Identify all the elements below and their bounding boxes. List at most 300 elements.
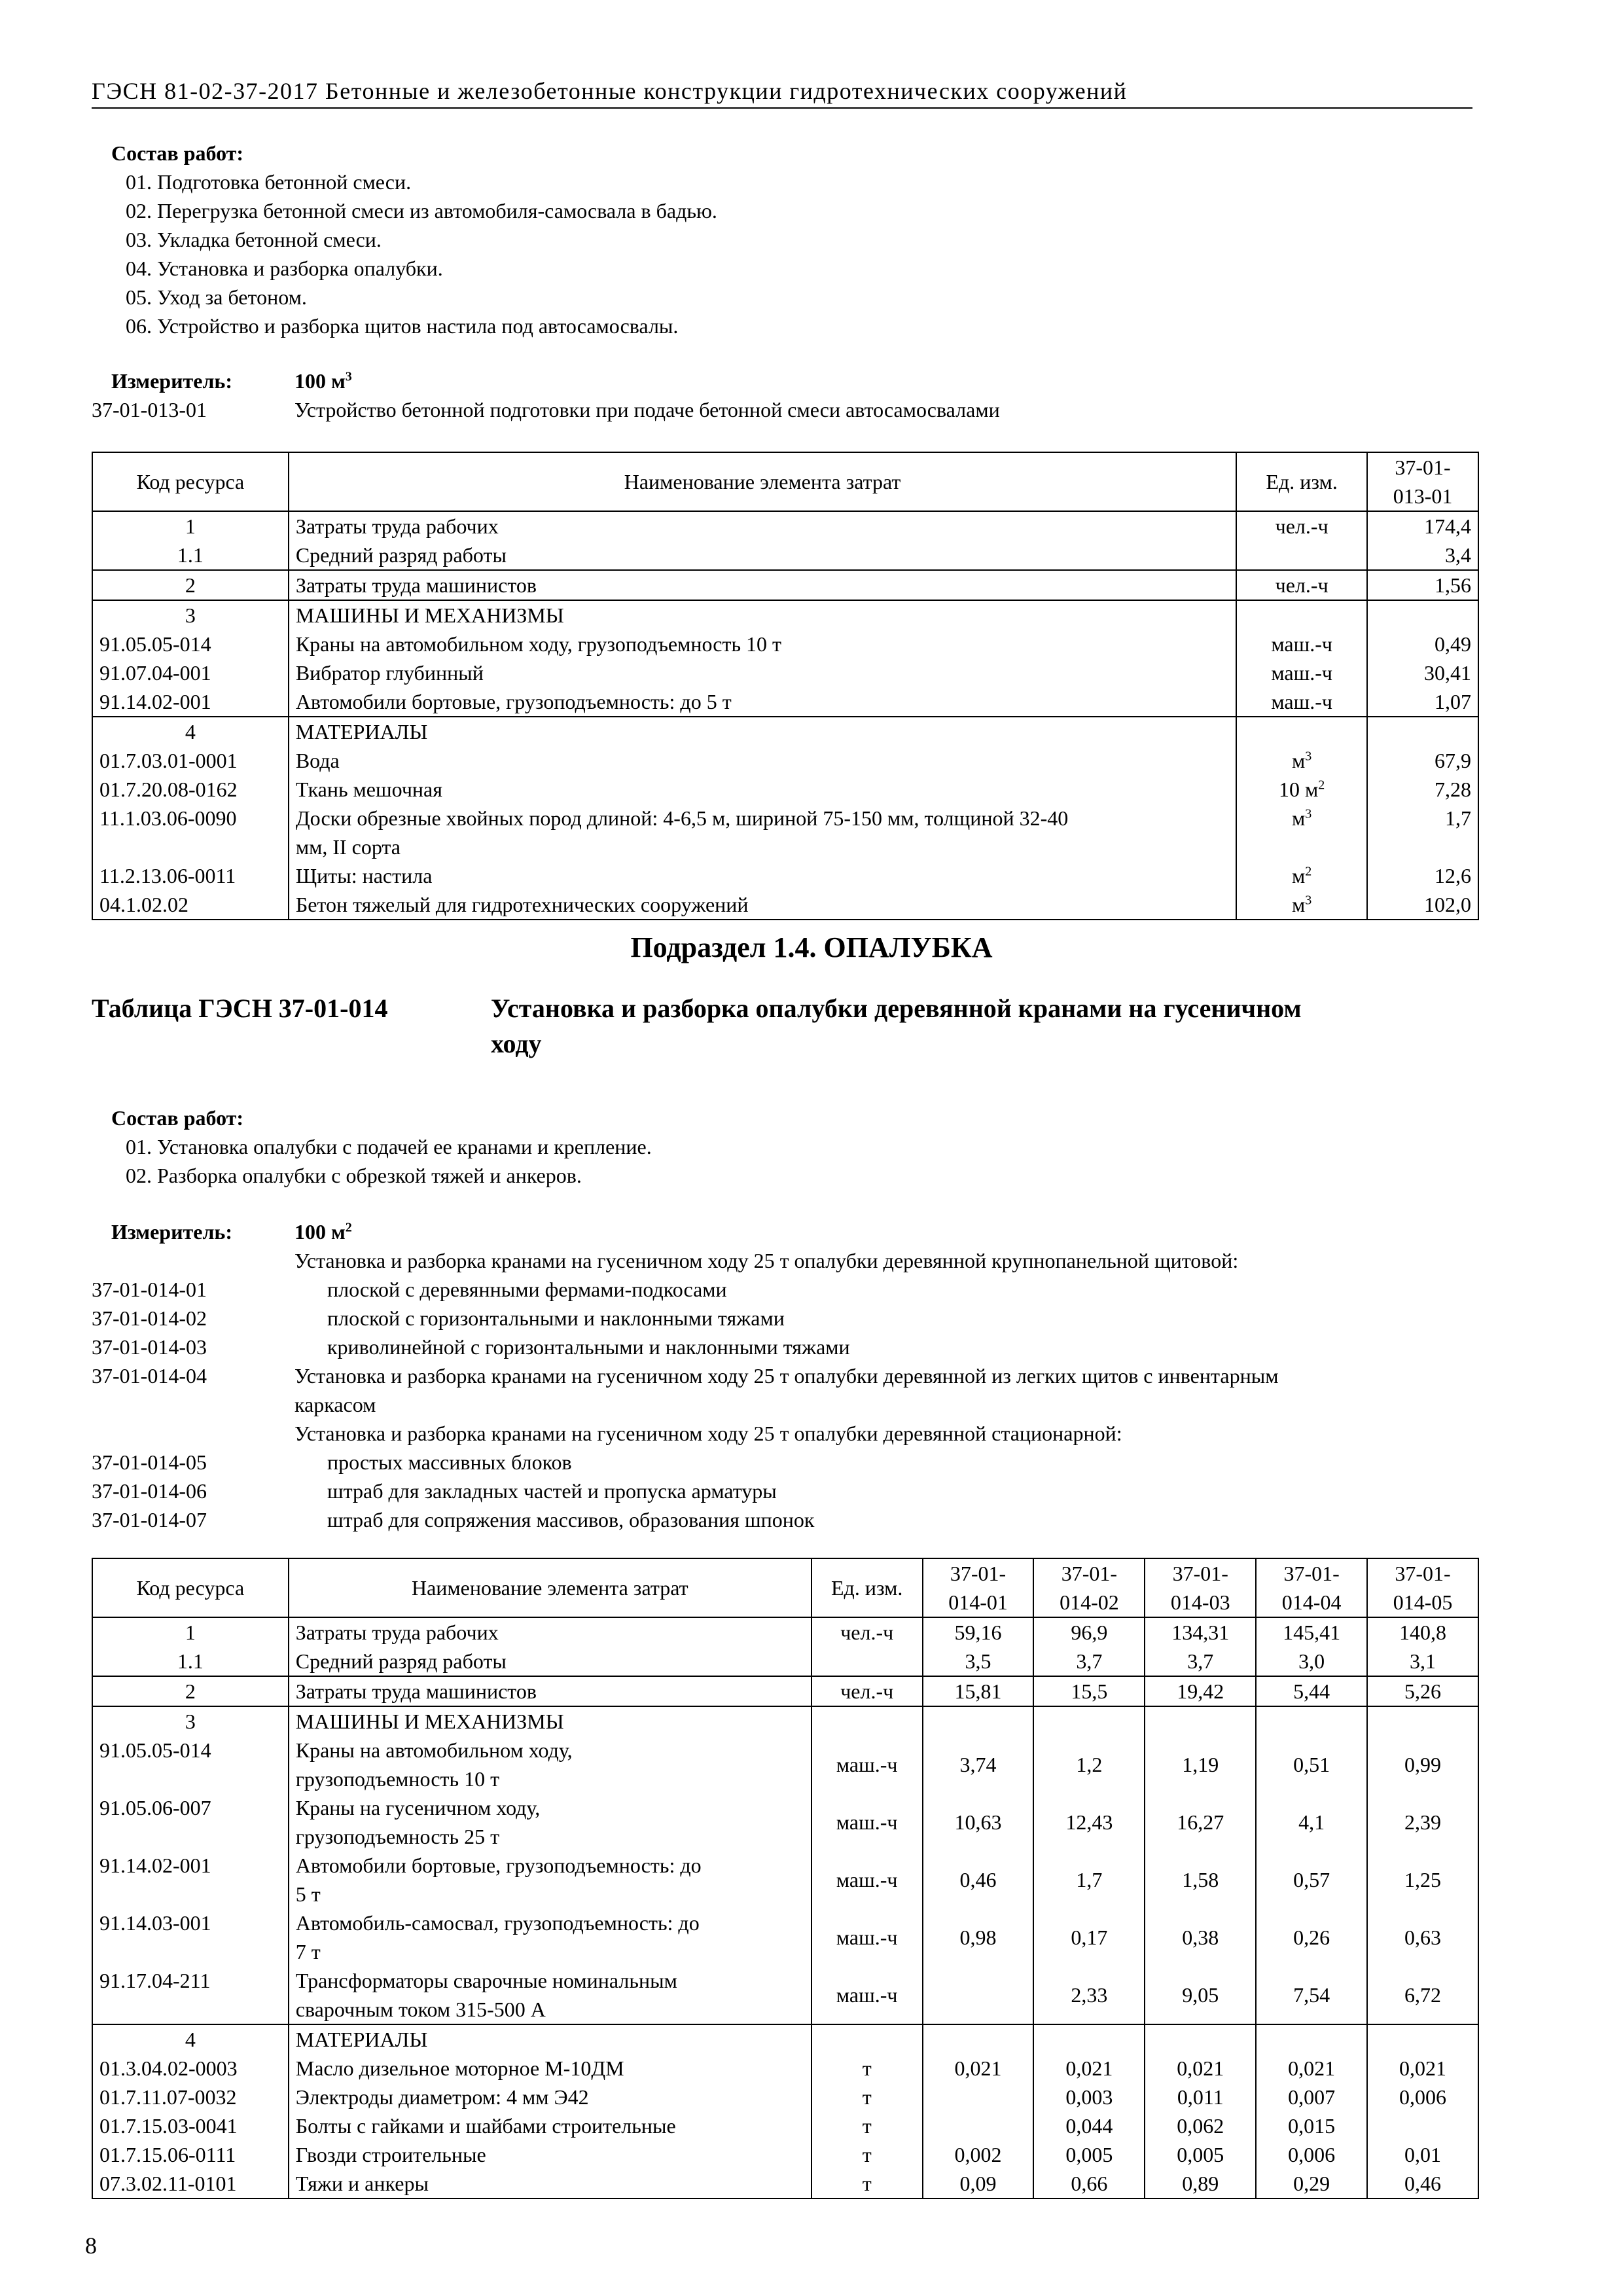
table-row	[92, 861, 1478, 890]
col-header-code: Код ресурса	[92, 452, 289, 511]
resource-unit	[1236, 687, 1367, 717]
norm-value: 59,16	[923, 1617, 1034, 1647]
table-row	[92, 570, 1478, 600]
norm-value: 145,41	[1256, 1617, 1367, 1647]
resource-name-line: Трансформаторы сварочные номинальным	[295, 1969, 677, 1992]
resource-name: Автомобили бортовые, грузоподъемность: до 5 т	[289, 687, 1236, 717]
norm-value	[1256, 1706, 1367, 1736]
resource-name	[289, 1736, 812, 1793]
norm-value: 0,29	[1256, 2169, 1367, 2198]
norm-code: 37-01-014-06	[92, 1479, 207, 1503]
resource-unit: чел.-ч	[812, 1617, 923, 1647]
norm-value: 1,58	[1145, 1851, 1256, 1909]
resource-table-2	[92, 1558, 1479, 2199]
col-header-norm: 37-01- 014-02	[1033, 1558, 1145, 1617]
norm-value: 4,1	[1256, 1793, 1367, 1851]
table-row	[92, 1909, 1478, 1966]
resource-code: 01.7.11.07-0032	[92, 2083, 289, 2111]
table-row	[92, 2169, 1478, 2198]
norm-value: 0,021	[923, 2054, 1034, 2083]
resource-name-line: МАТЕРИАЛЫ	[295, 2028, 428, 2051]
norm-value: 0,26	[1256, 1909, 1367, 1966]
norm-value: 1,7	[1367, 804, 1478, 833]
resource-name-line: Болты с гайками и шайбами строительные	[295, 2114, 676, 2138]
norm-text: плоской с деревянными фермами-подкосами	[327, 1278, 727, 1301]
resource-unit	[1236, 600, 1367, 630]
resource-name-line: 7 т	[295, 1940, 321, 1964]
norm-value: 0,89	[1145, 2169, 1256, 2198]
norm-value: 102,0	[1367, 890, 1478, 920]
norm-value	[1367, 600, 1478, 630]
norm-value: 10,63	[923, 1793, 1034, 1851]
resource-name-line: Краны на гусеничном ходу,	[295, 1796, 541, 1820]
norm-value: 3,5	[923, 1647, 1034, 1676]
work-item: 02. Перегрузка бетонной смеси из автомобиля-самосвала в бадью.	[126, 199, 717, 223]
resource-name	[289, 2083, 812, 2111]
resource-unit	[1236, 541, 1367, 570]
norm-value: 15,5	[1033, 1676, 1145, 1706]
resource-name-line: грузоподъемность 10 т	[295, 1767, 500, 1791]
resource-name-line: Затраты труда машинистов	[295, 1679, 537, 1703]
table-row	[92, 1736, 1478, 1793]
norm-row	[92, 1304, 1479, 1333]
norm-value: 1,25	[1367, 1851, 1478, 1909]
norm-value: 3,7	[1145, 1647, 1256, 1676]
col-header-name: Наименование элемента затрат	[289, 1558, 812, 1617]
norm-value: 19,42	[1145, 1676, 1256, 1706]
norm-code	[92, 1390, 294, 1419]
norm-value: 3,1	[1367, 1647, 1478, 1676]
unit-exponent: 3	[1305, 749, 1312, 764]
norm-value: 1,07	[1367, 687, 1478, 717]
resource-name: Затраты труда машинистов	[289, 570, 1236, 600]
norm-text: каркасом	[294, 1393, 376, 1416]
resource-code: 91.05.05-014	[92, 630, 289, 658]
unit-text: м	[1292, 864, 1306, 888]
resource-code: 1.1	[92, 541, 289, 570]
table-row	[92, 833, 1478, 861]
col-header-norm: 37-01- 014-05	[1367, 1558, 1478, 1617]
work-item: 02. Разборка опалубки с обрезкой тяжей и анкеров.	[126, 1164, 582, 1187]
resource-name-line: Гвозди строительные	[295, 2143, 486, 2166]
resource-name-line: МАШИНЫ И МЕХАНИЗМЫ	[295, 1710, 564, 1733]
norm-row	[92, 1505, 1479, 1534]
norm-row	[92, 1390, 1479, 1419]
norm-value: 0,021	[1367, 2054, 1478, 2083]
resource-unit	[1236, 630, 1367, 658]
resource-name: МАТЕРИАЛЫ	[289, 717, 1236, 746]
table-row	[92, 1706, 1478, 1736]
unit-text: маш.-ч	[1271, 690, 1332, 713]
resource-code: 3	[92, 600, 289, 630]
work-item: 04. Установка и разборка опалубки.	[126, 257, 443, 280]
resource-name	[289, 1706, 812, 1736]
norm-text: штраб для закладных частей и пропуска арматуры	[327, 1479, 777, 1503]
table-row	[92, 2111, 1478, 2140]
norm-value: 3,4	[1367, 541, 1478, 570]
col-header-norm: 37-01- 014-04	[1256, 1558, 1367, 1617]
resource-code: 01.7.15.06-0111	[92, 2140, 289, 2169]
norm-value: 0,99	[1367, 1736, 1478, 1793]
section2-meter	[92, 1217, 1479, 1534]
resource-name	[289, 2024, 812, 2054]
page-header: ГЭСН 81-02-37-2017 Бетонные и железобетонные конструкции гидротехнических сооружений	[92, 76, 1472, 109]
works-title: Состав работ:	[111, 141, 244, 165]
norm-code: 37-01-013-01	[92, 398, 207, 422]
resource-unit: маш.-ч	[812, 1736, 923, 1793]
resource-unit	[1236, 833, 1367, 861]
resource-name	[289, 2169, 812, 2198]
resource-code: 91.17.04-211	[92, 1966, 289, 2024]
table-name: Установка и разборка опалубки деревянной кранами на гусеничном ходу	[491, 994, 1302, 1058]
subsection-title: Подраздел 1.4. ОПАЛУБКА	[630, 931, 993, 963]
norm-value: 0,006	[1256, 2140, 1367, 2169]
section1-works	[92, 139, 1479, 340]
norm-value: 1,56	[1367, 570, 1478, 600]
resource-code: 07.3.02.11-0101	[92, 2169, 289, 2198]
resource-name: Ткань мешочная	[289, 775, 1236, 804]
resource-name	[289, 1851, 812, 1909]
resource-unit: т	[812, 2083, 923, 2111]
table-heading	[92, 991, 1479, 1062]
norm-value	[923, 2111, 1034, 2140]
resource-unit: маш.-ч	[812, 1966, 923, 2024]
norm-row	[92, 1419, 1479, 1448]
resource-name-line: Автомобиль-самосвал, грузоподъемность: до	[295, 1911, 700, 1935]
resource-code: 4	[92, 717, 289, 746]
resource-code: 2	[92, 570, 289, 600]
resource-name	[289, 2111, 812, 2140]
norm-value: 174,4	[1367, 511, 1478, 541]
norm-value	[1145, 2024, 1256, 2054]
resource-unit	[1236, 890, 1367, 920]
norm-code: 37-01-014-05	[92, 1450, 207, 1474]
resource-name: Доски обрезные хвойных пород длиной: 4-6,5 м, шириной 75-150 мм, толщиной 32-40	[289, 804, 1236, 833]
resource-name-line: Электроды диаметром: 4 мм Э42	[295, 2085, 589, 2109]
resource-name	[289, 1676, 812, 1706]
norm-value: 9,05	[1145, 1966, 1256, 2024]
col-header-norm: 37-01- 013-01	[1367, 452, 1478, 511]
norm-value	[923, 1706, 1034, 1736]
resource-name	[289, 2140, 812, 2169]
table-row	[92, 687, 1478, 717]
resource-unit	[1236, 570, 1367, 600]
norm-value: 0,044	[1033, 2111, 1145, 2140]
resource-name	[289, 1909, 812, 1966]
unit-exponent: 3	[1305, 893, 1312, 908]
norm-code: 37-01-014-03	[92, 1335, 207, 1359]
resource-code: 91.14.02-001	[92, 687, 289, 717]
table-row	[92, 717, 1478, 746]
resource-unit	[812, 1647, 923, 1676]
section2-works	[92, 1103, 1479, 1190]
norm-value: 67,9	[1367, 746, 1478, 775]
resource-name	[289, 1617, 812, 1647]
resource-code: 01.7.03.01-0001	[92, 746, 289, 775]
resource-name	[289, 2054, 812, 2083]
norm-text: штраб для сопряжения массивов, образования шпонок	[327, 1508, 815, 1532]
resource-unit	[812, 1706, 923, 1736]
resource-code: 91.05.06-007	[92, 1793, 289, 1851]
table-row	[92, 804, 1478, 833]
norm-value: 0,021	[1033, 2054, 1145, 2083]
norm-value: 0,66	[1033, 2169, 1145, 2198]
norm-value: 0,021	[1256, 2054, 1367, 2083]
norm-row	[92, 1448, 1479, 1477]
norm-value: 0,005	[1145, 2140, 1256, 2169]
resource-code: 91.14.02-001	[92, 1851, 289, 1909]
table-row	[92, 600, 1478, 630]
norm-code	[92, 1419, 294, 1448]
resource-code: 91.14.03-001	[92, 1909, 289, 1966]
norm-value: 0,46	[1367, 2169, 1478, 2198]
table-row	[92, 541, 1478, 570]
norm-value: 0,002	[923, 2140, 1034, 2169]
resource-code: 01.7.15.03-0041	[92, 2111, 289, 2140]
norm-row	[92, 1361, 1479, 1390]
resource-unit: маш.-ч	[812, 1851, 923, 1909]
resource-unit: т	[812, 2111, 923, 2140]
work-item: 01. Подготовка бетонной смеси.	[126, 170, 412, 194]
table-row	[92, 2140, 1478, 2169]
resource-code: 04.1.02.02	[92, 890, 289, 920]
resource-unit	[1236, 717, 1367, 746]
resource-name: Щиты: настила	[289, 861, 1236, 890]
resource-name-line: Тяжи и анкеры	[295, 2172, 429, 2195]
norm-value: 1,7	[1033, 1851, 1145, 1909]
table-row	[92, 2054, 1478, 2083]
resource-name: Средний разряд работы	[289, 541, 1236, 570]
norm-code: 37-01-014-07	[92, 1508, 207, 1532]
page-number: 8	[85, 2233, 97, 2259]
norm-value	[1033, 2024, 1145, 2054]
norm-value: 0,09	[923, 2169, 1034, 2198]
unit-text: 10 м	[1279, 778, 1319, 801]
resource-name	[289, 1966, 812, 2024]
resource-code: 01.7.20.08-0162	[92, 775, 289, 804]
resource-code: 2	[92, 1676, 289, 1706]
norm-value	[1367, 2024, 1478, 2054]
resource-name	[289, 1647, 812, 1676]
norm-text: Установка и разборка кранами на гусеничном ходу 25 т опалубки деревянной крупнопанельной щитовой:	[294, 1249, 1239, 1272]
section1-meter	[92, 367, 1479, 424]
table-row	[92, 658, 1478, 687]
work-item: 06. Устройство и разборка щитов настила под автосамосвалы.	[126, 314, 679, 338]
resource-code: 1.1	[92, 1647, 289, 1676]
norm-value: 0,005	[1033, 2140, 1145, 2169]
norm-text: Установка и разборка кранами на гусеничном ходу 25 т опалубки деревянной стационарной:	[294, 1422, 1122, 1445]
norm-value: 0,46	[923, 1851, 1034, 1909]
norm-value: 3,74	[923, 1736, 1034, 1793]
resource-code: 3	[92, 1706, 289, 1736]
col-header-name: Наименование элемента затрат	[289, 452, 1236, 511]
unit-text: м	[1292, 893, 1306, 916]
norm-value: 3,7	[1033, 1647, 1145, 1676]
norm-code: 37-01-014-02	[92, 1306, 207, 1330]
norm-value: 0,007	[1256, 2083, 1367, 2111]
col-header-unit: Ед. изм.	[812, 1558, 923, 1617]
norm-value: 2,39	[1367, 1793, 1478, 1851]
table-row	[92, 1966, 1478, 2024]
resource-code	[92, 833, 289, 861]
resource-unit: т	[812, 2140, 923, 2169]
resource-unit: маш.-ч	[812, 1909, 923, 1966]
norm-value: 0,51	[1256, 1736, 1367, 1793]
norm-value: 7,54	[1256, 1966, 1367, 2024]
norm-value: 6,72	[1367, 1966, 1478, 2024]
work-item: 01. Установка опалубки с подачей ее кранами и крепление.	[126, 1135, 652, 1158]
norm-value: 0,011	[1145, 2083, 1256, 2111]
resource-code: 1	[92, 1617, 289, 1647]
table-row	[92, 890, 1478, 920]
work-item: 03. Укладка бетонной смеси.	[126, 228, 382, 251]
resource-unit	[1236, 746, 1367, 775]
resource-name: Вода	[289, 746, 1236, 775]
resource-name: МАШИНЫ И МЕХАНИЗМЫ	[289, 600, 1236, 630]
norm-text: Установка и разборка кранами на гусеничном ходу 25 т опалубки деревянной из легких щитов с инвентарным	[294, 1364, 1279, 1388]
table-row	[92, 746, 1478, 775]
resource-name-line: Средний разряд работы	[295, 1649, 507, 1673]
unit-text: м	[1292, 806, 1306, 830]
norm-value: 0,38	[1145, 1909, 1256, 1966]
resource-name-line: Краны на автомобильном ходу,	[295, 1738, 573, 1762]
table-row	[92, 1851, 1478, 1909]
resource-code: 91.07.04-001	[92, 658, 289, 687]
norm-value: 7,28	[1367, 775, 1478, 804]
resource-name: Вибратор глубинный	[289, 658, 1236, 687]
resource-code: 91.05.05-014	[92, 1736, 289, 1793]
resource-code: 11.1.03.06-0090	[92, 804, 289, 833]
col-header-unit: Ед. изм.	[1236, 452, 1367, 511]
norm-value: 3,0	[1256, 1647, 1367, 1676]
norm-value: 0,015	[1256, 2111, 1367, 2140]
norm-value: 1,2	[1033, 1736, 1145, 1793]
table-row	[92, 775, 1478, 804]
table-row	[92, 2024, 1478, 2054]
norm-value: 0,006	[1367, 2083, 1478, 2111]
table-row	[92, 630, 1478, 658]
resource-code: 1	[92, 511, 289, 541]
norm-value: 0,021	[1145, 2054, 1256, 2083]
norm-value: 12,6	[1367, 861, 1478, 890]
norm-value	[1367, 717, 1478, 746]
table-row	[92, 1793, 1478, 1851]
table-header-row	[92, 1558, 1478, 1617]
norm-value: 0,003	[1033, 2083, 1145, 2111]
norm-text: Устройство бетонной подготовки при подаче бетонной смеси автосамосвалами	[294, 398, 1000, 422]
resource-name-line: 5 т	[295, 1882, 321, 1906]
resource-unit	[1236, 658, 1367, 687]
resource-unit: чел.-ч	[812, 1676, 923, 1706]
resource-code: 01.3.04.02-0003	[92, 2054, 289, 2083]
resource-code: 4	[92, 2024, 289, 2054]
norm-value	[1367, 833, 1478, 861]
norm-code	[92, 1246, 294, 1275]
norm-row	[92, 1477, 1479, 1505]
table-row	[92, 511, 1478, 541]
meter-value: 100 $м^3$	[294, 369, 352, 393]
resource-name-line: Масло дизельное моторное М-10ДМ	[295, 2056, 624, 2080]
col-header-norm: 37-01- 014-03	[1145, 1558, 1256, 1617]
norm-text: криволинейной с горизонтальными и наклонными тяжами	[327, 1335, 850, 1359]
col-header-code: Код ресурса	[92, 1558, 289, 1617]
table-row	[92, 2083, 1478, 2111]
norm-row	[92, 1275, 1479, 1304]
resource-unit	[1236, 861, 1367, 890]
table-code: Таблица ГЭСН 37-01-014	[92, 994, 388, 1023]
col-header-norm: 37-01- 014-01	[923, 1558, 1034, 1617]
norm-value: 134,31	[1145, 1617, 1256, 1647]
resource-name	[289, 1793, 812, 1851]
resource-code: 11.2.13.06-0011	[92, 861, 289, 890]
table-row	[92, 1617, 1478, 1647]
norm-text: простых массивных блоков	[327, 1450, 572, 1474]
unit-text: м	[1292, 749, 1306, 772]
unit-exponent: 3	[1305, 806, 1312, 821]
unit-text: чел.-ч	[1275, 514, 1329, 538]
meter-value: 100 $м^2$	[294, 1220, 352, 1244]
norm-value: 0,49	[1367, 630, 1478, 658]
meter-label: Измеритель:	[111, 1220, 232, 1244]
norm-value	[1367, 1706, 1478, 1736]
work-item: 05. Уход за бетоном.	[126, 285, 307, 309]
norm-value	[1033, 1706, 1145, 1736]
resource-name: мм, II сорта	[289, 833, 1236, 861]
norm-value: 5,26	[1367, 1676, 1478, 1706]
norm-value: 0,17	[1033, 1909, 1145, 1966]
resource-name: Затраты труда рабочих	[289, 511, 1236, 541]
resource-unit: т	[812, 2054, 923, 2083]
norm-row	[92, 1246, 1479, 1275]
norm-value: 0,63	[1367, 1909, 1478, 1966]
table-row	[92, 1647, 1478, 1676]
norm-value	[1367, 2111, 1478, 2140]
resource-name-line: Автомобили бортовые, грузоподъемность: до	[295, 1854, 702, 1877]
norm-value: 0,01	[1367, 2140, 1478, 2169]
norm-text: плоской с горизонтальными и наклонными тяжами	[327, 1306, 785, 1330]
norm-value: 0,98	[923, 1909, 1034, 1966]
meter-label: Измеритель:	[111, 369, 232, 393]
norm-value	[1145, 1706, 1256, 1736]
unit-exponent: 2	[1318, 778, 1325, 793]
norm-value: 96,9	[1033, 1617, 1145, 1647]
norm-value: 0,062	[1145, 2111, 1256, 2140]
norm-value: 16,27	[1145, 1793, 1256, 1851]
norm-value	[923, 2024, 1034, 2054]
norm-code: 37-01-014-04	[92, 1364, 207, 1388]
table-row	[92, 1676, 1478, 1706]
norm-code: 37-01-014-01	[92, 1278, 207, 1301]
resource-name-line: сварочным током 315-500 А	[295, 1998, 546, 2021]
norm-value	[1256, 2024, 1367, 2054]
unit-text: чел.-ч	[1275, 573, 1329, 597]
resource-unit	[1236, 804, 1367, 833]
resource-name: Краны на автомобильном ходу, грузоподъемность 10 т	[289, 630, 1236, 658]
resource-unit	[1236, 775, 1367, 804]
resource-unit: маш.-ч	[812, 1793, 923, 1851]
resource-table-1	[92, 452, 1479, 920]
norm-row	[92, 1333, 1479, 1361]
norm-value: 30,41	[1367, 658, 1478, 687]
norm-value: 140,8	[1367, 1617, 1478, 1647]
norm-value: 0,57	[1256, 1851, 1367, 1909]
resource-name-line: Затраты труда рабочих	[295, 1621, 499, 1644]
norm-value: 12,43	[1033, 1793, 1145, 1851]
norm-value	[923, 1966, 1034, 2024]
table-header-row	[92, 452, 1478, 511]
resource-unit: т	[812, 2169, 923, 2198]
norm-value: 1,19	[1145, 1736, 1256, 1793]
